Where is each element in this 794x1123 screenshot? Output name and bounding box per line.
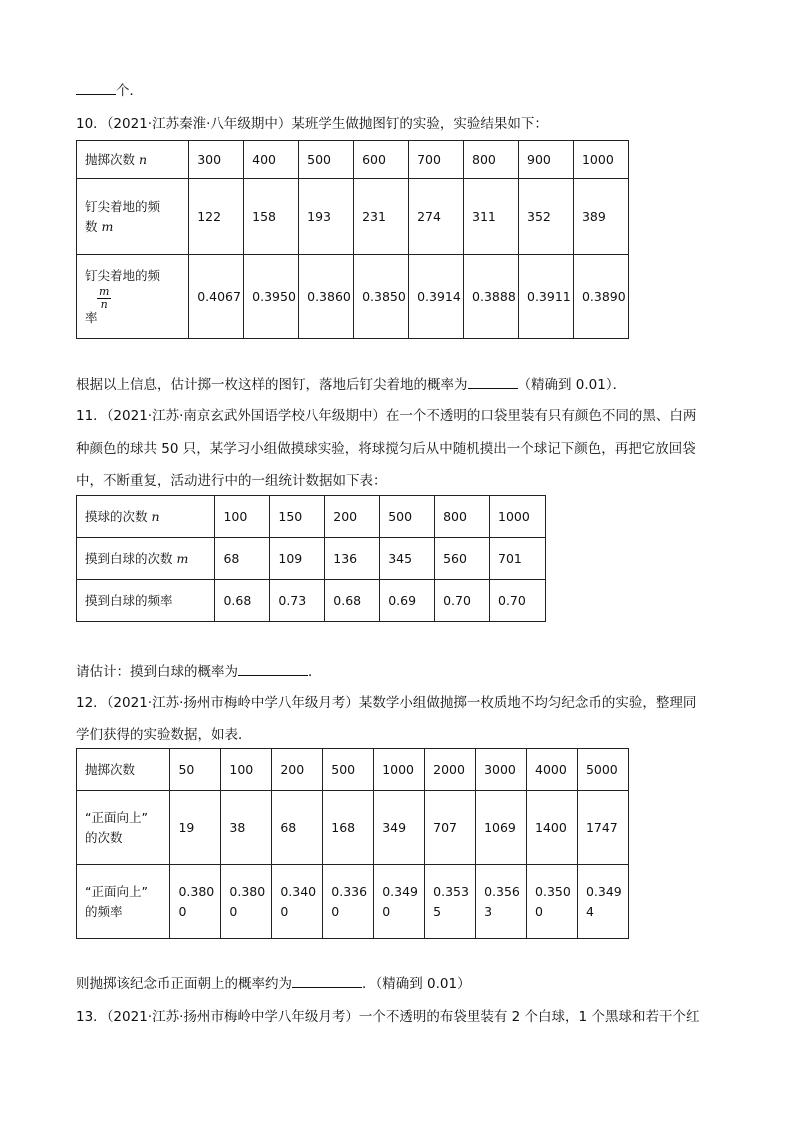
table-cell: 274	[409, 179, 464, 255]
question-10-stem	[76, 114, 548, 134]
table-cell: 345	[380, 538, 435, 580]
question-12-answer: 则抛掷该纪念币正面朝上的概率约为 ．（精确到 0.01）	[76, 973, 471, 994]
top-line-suffix: 个．	[116, 83, 143, 99]
table-row	[77, 791, 629, 865]
table-cell: 200	[325, 496, 380, 538]
question-source: （2021·江苏·扬州市梅岭中学八年级月考）	[106, 1009, 359, 1025]
table-cell: 1069	[476, 791, 527, 865]
table-cell: 0.3911	[519, 255, 574, 339]
table-cell: 200	[272, 749, 323, 791]
table-cell: 1000	[573, 141, 628, 179]
question-11-stem-line3: 中，不断重复，活动进行中的一组统计数据如下表：	[76, 473, 387, 489]
table-cell: 0.68	[215, 580, 270, 622]
q11-table	[76, 495, 546, 622]
table-cell: 352	[519, 179, 574, 255]
table-cell: 560	[435, 538, 490, 580]
table-cell: 300	[189, 141, 244, 179]
table-cell: 800	[464, 141, 519, 179]
question-13-stem-line1	[76, 1007, 699, 1027]
table-cell: 150	[270, 496, 325, 538]
table-cell: 0.349 0	[374, 865, 425, 939]
question-number: 11．	[76, 408, 107, 424]
question-source: （2021·江苏秦淮·八年级期中）	[106, 116, 292, 132]
row-header: 摸球的次数 n	[77, 496, 215, 538]
table-cell: 0.68	[325, 580, 380, 622]
table-cell: 500	[380, 496, 435, 538]
answer-blank	[76, 80, 116, 95]
table-cell: 1747	[577, 791, 628, 865]
table-cell: 500	[299, 141, 354, 179]
table-cell: 0.380 0	[221, 865, 272, 939]
question-12-stem-line1	[76, 693, 696, 713]
table-row	[77, 749, 629, 791]
question-text: 某数学小组做抛掷一枚质地不均匀纪念币的实验，整理同	[358, 695, 697, 711]
table-cell: 68	[272, 791, 323, 865]
table-cell: 100	[221, 749, 272, 791]
table-cell: 0.353 5	[425, 865, 476, 939]
table-cell: 0.70	[435, 580, 490, 622]
table-cell: 389	[573, 179, 628, 255]
top-line	[76, 80, 143, 101]
table-cell: 0.349 4	[577, 865, 628, 939]
table-cell: 68	[215, 538, 270, 580]
row-header: “正面向上” 的次数	[77, 791, 170, 865]
table-cell: 0.3890	[573, 255, 628, 339]
table-row	[77, 538, 546, 580]
table-cell: 3000	[476, 749, 527, 791]
table-cell: 50	[170, 749, 221, 791]
table-row	[77, 255, 629, 339]
row-header: 钉尖着地的频 $\frac{m}{n}$ 率	[77, 255, 189, 339]
row-header: 摸到白球的次数 m	[77, 538, 215, 580]
table-cell: 231	[354, 179, 409, 255]
question-source: （2021·江苏·扬州市梅岭中学八年级月考）	[106, 695, 359, 711]
table-cell: 0.356 3	[476, 865, 527, 939]
table-cell: 158	[244, 179, 299, 255]
table-cell: 0.69	[380, 580, 435, 622]
answer-blank	[468, 374, 518, 389]
table-cell: 0.70	[490, 580, 546, 622]
row-header: 抛掷次数 n	[77, 141, 189, 179]
row-header: 摸到白球的频率	[77, 580, 215, 622]
table-cell: 400	[244, 141, 299, 179]
table-cell: 701	[490, 538, 546, 580]
question-text: 某班学生做抛图钉的实验，实验结果如下：	[291, 116, 548, 132]
table-cell: 2000	[425, 749, 476, 791]
fraction-m-over-n: $\frac{m}{n}$	[99, 284, 110, 311]
table-cell: 38	[221, 791, 272, 865]
table-cell: 0.4067	[189, 255, 244, 339]
question-11-stem-line2: 种颜色的球共 50 只，某学习小组做摸球实验，将球搅匀后从中随机摸出一个球记下颜色，再把它放回袋	[76, 441, 696, 457]
table-cell: 136	[325, 538, 380, 580]
question-10-answer: 根据以上信息，估计掷一枚这样的图钉，落地后钉尖着地的概率为 （精确到 0.01）．	[76, 374, 626, 395]
table-cell: 0.336 0	[323, 865, 374, 939]
table-cell: 0.3860	[299, 255, 354, 339]
table-cell: 1000	[490, 496, 546, 538]
table-cell: 349	[374, 791, 425, 865]
question-source: （2021·江苏·南京玄武外国语学校八年级期中）	[106, 408, 386, 424]
table-row	[77, 496, 546, 538]
table-cell: 19	[170, 791, 221, 865]
table-row	[77, 580, 546, 622]
table-cell: 168	[323, 791, 374, 865]
table-cell: 0.3888	[464, 255, 519, 339]
row-header: “正面向上” 的频率	[77, 865, 170, 939]
table-cell: 311	[464, 179, 519, 255]
table-cell: 1000	[374, 749, 425, 791]
question-number: 10．	[76, 116, 107, 132]
table-cell: 0.3914	[409, 255, 464, 339]
table-cell: 122	[189, 179, 244, 255]
table-cell: 0.380 0	[170, 865, 221, 939]
question-12-stem-line2: 学们获得的实验数据，如表．	[76, 727, 252, 743]
table-row	[77, 141, 629, 179]
question-number: 12．	[76, 695, 107, 711]
table-cell: 700	[409, 141, 464, 179]
answer-blank	[238, 661, 308, 676]
answer-blank	[292, 973, 362, 988]
row-header: 钉尖着地的频 数 m	[77, 179, 189, 255]
table-cell: 0.73	[270, 580, 325, 622]
question-text: 在一个不透明的口袋里装有只有颜色不同的黑、白两	[385, 408, 697, 424]
table-cell: 5000	[577, 749, 628, 791]
row-header: 抛掷次数	[77, 749, 170, 791]
question-text: 一个不透明的布袋里装有 2 个白球，1 个黑球和若干个红	[358, 1009, 700, 1025]
table-row	[77, 179, 629, 255]
table-cell: 0.350 0	[527, 865, 578, 939]
table-cell: 800	[435, 496, 490, 538]
table-cell: 109	[270, 538, 325, 580]
table-cell: 4000	[527, 749, 578, 791]
q12-table	[76, 748, 629, 939]
table-cell: 900	[519, 141, 574, 179]
table-cell: 0.340 0	[272, 865, 323, 939]
table-cell: 0.3850	[354, 255, 409, 339]
question-number: 13．	[76, 1009, 107, 1025]
question-11-stem-line1	[76, 406, 696, 426]
question-11-answer: 请估计：摸到白球的概率为 ．	[76, 661, 322, 682]
table-cell: 193	[299, 179, 354, 255]
table-cell: 1400	[527, 791, 578, 865]
table-row	[77, 865, 629, 939]
table-cell: 100	[215, 496, 270, 538]
table-cell: 707	[425, 791, 476, 865]
table-cell: 500	[323, 749, 374, 791]
table-cell: 600	[354, 141, 409, 179]
q10-table	[76, 140, 629, 339]
table-cell: 0.3950	[244, 255, 299, 339]
